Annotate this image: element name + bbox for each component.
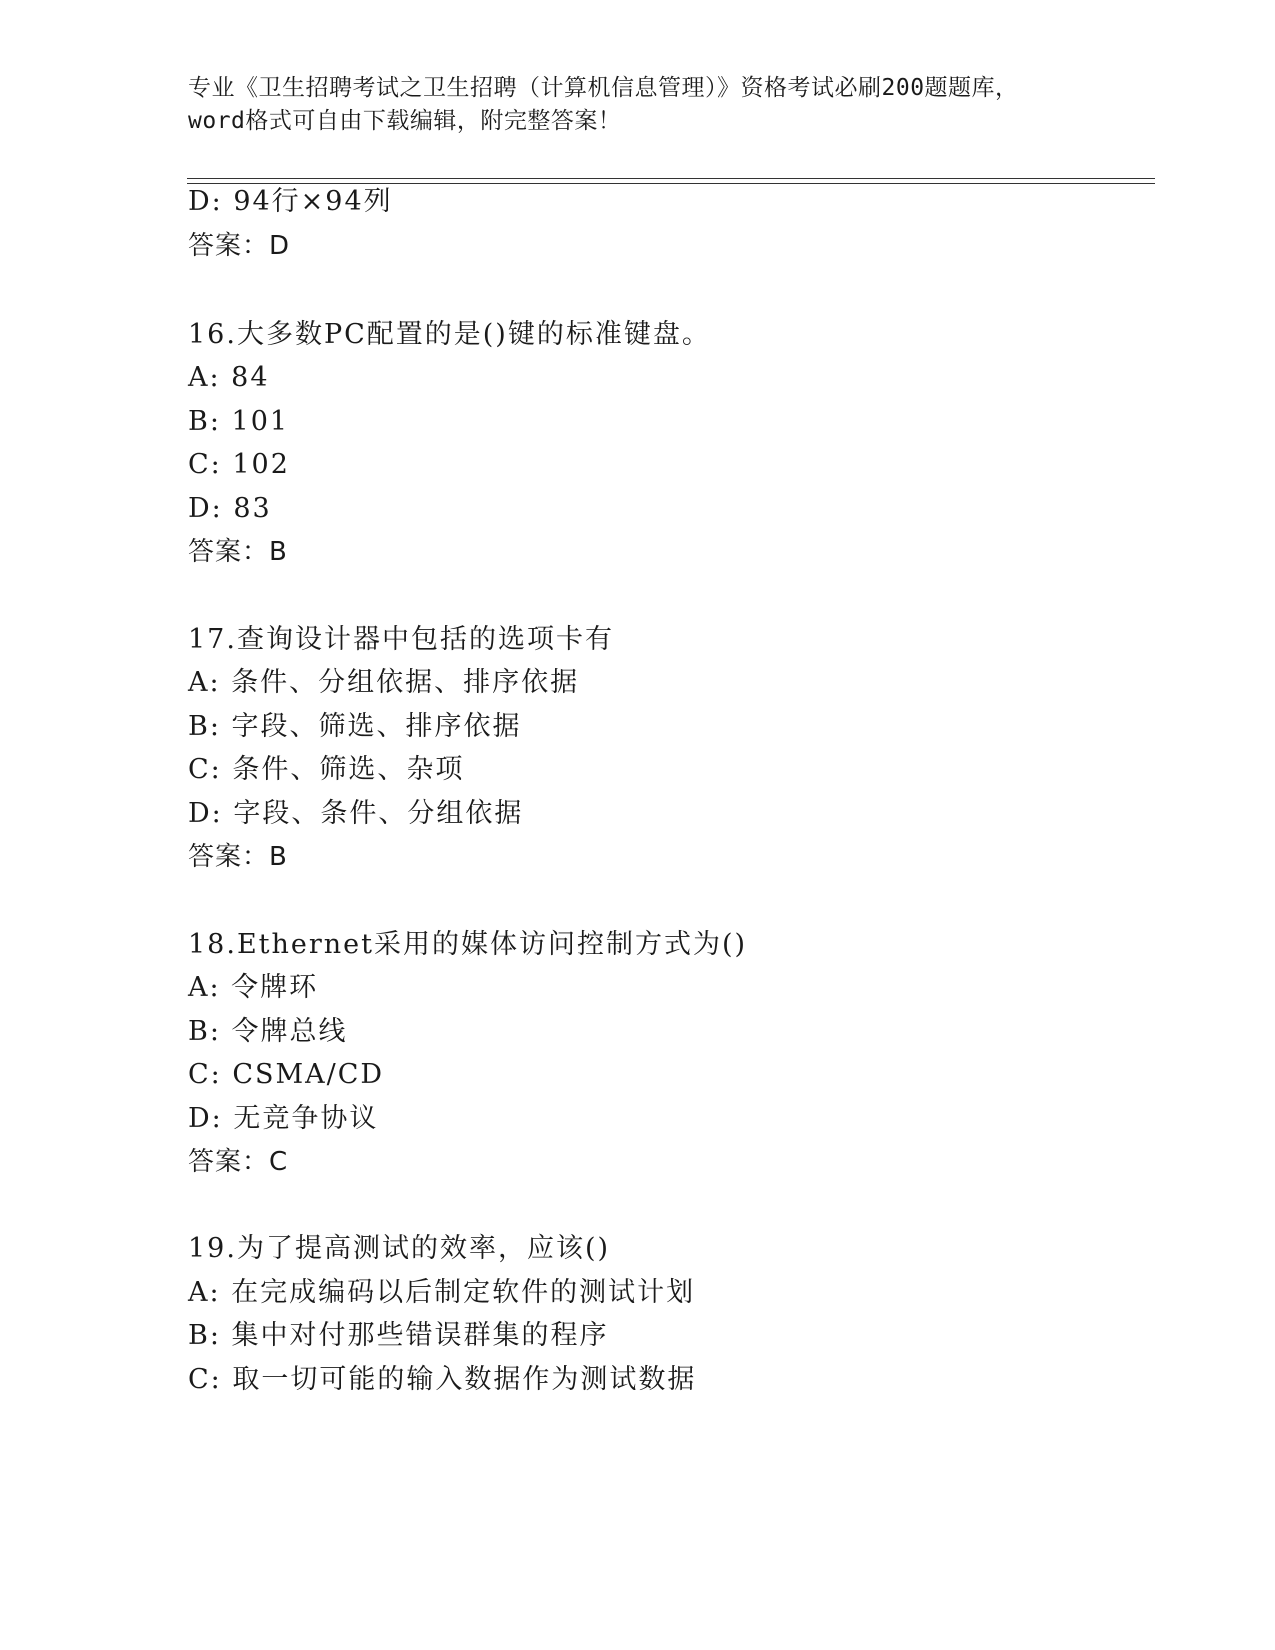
answer-value: D [269,231,291,261]
question-stem: 19.为了提高测试的效率，应该() [188,1233,611,1264]
answer-value: B [269,537,288,567]
answer-line [188,229,290,263]
option-a: A: 令牌环 [188,972,319,1003]
option-c: C: 102 [188,449,290,480]
answer-label: 答案： [188,537,270,567]
option-b: B: 令牌总线 [188,1016,348,1047]
answer-label: 答案： [188,842,270,872]
header-line-2: word格式可自由下载编辑，附完整答案！ [188,108,622,134]
answer-label: 答案： [188,1147,270,1177]
option-c: C: CSMA/CD [188,1059,385,1090]
option-b: B: 字段、筛选、排序依据 [188,711,522,742]
option-d: D: 83 [188,493,272,524]
option-c: C: 条件、筛选、杂项 [188,754,465,785]
answer-value: C [269,1147,289,1177]
option-d: D: 字段、条件、分组依据 [188,798,524,829]
header-line-1: 专业《卫生招聘考试之卫生招聘（计算机信息管理）》资格考试必刷200题题库， [188,75,1019,101]
answer-line [188,840,288,874]
answer-line [188,1145,288,1179]
option-b: B: 集中对付那些错误群集的程序 [188,1320,609,1351]
option-d: D: 无竞争协议 [188,1103,379,1134]
question-stem: 18.Ethernet采用的媒体访问控制方式为() [188,929,748,960]
question-stem: 16.大多数PC配置的是()键的标准键盘。 [188,319,711,350]
answer-value: B [269,842,288,872]
option-b: B: 101 [188,406,290,437]
header-divider-top [187,178,1155,179]
option-d: D: 94行×94列 [188,186,393,217]
option-a: A: 在完成编码以后制定软件的测试计划 [188,1277,696,1308]
option-a: A: 条件、分组依据、排序依据 [188,667,580,698]
document-header [188,72,1088,138]
answer-label: 答案： [188,231,270,261]
header-divider-bottom [187,183,1155,184]
question-stem: 17.查询设计器中包括的选项卡有 [188,624,614,655]
answer-line [188,535,288,569]
option-c: C: 取一切可能的输入数据作为测试数据 [188,1364,697,1395]
option-a: A: 84 [188,362,270,393]
